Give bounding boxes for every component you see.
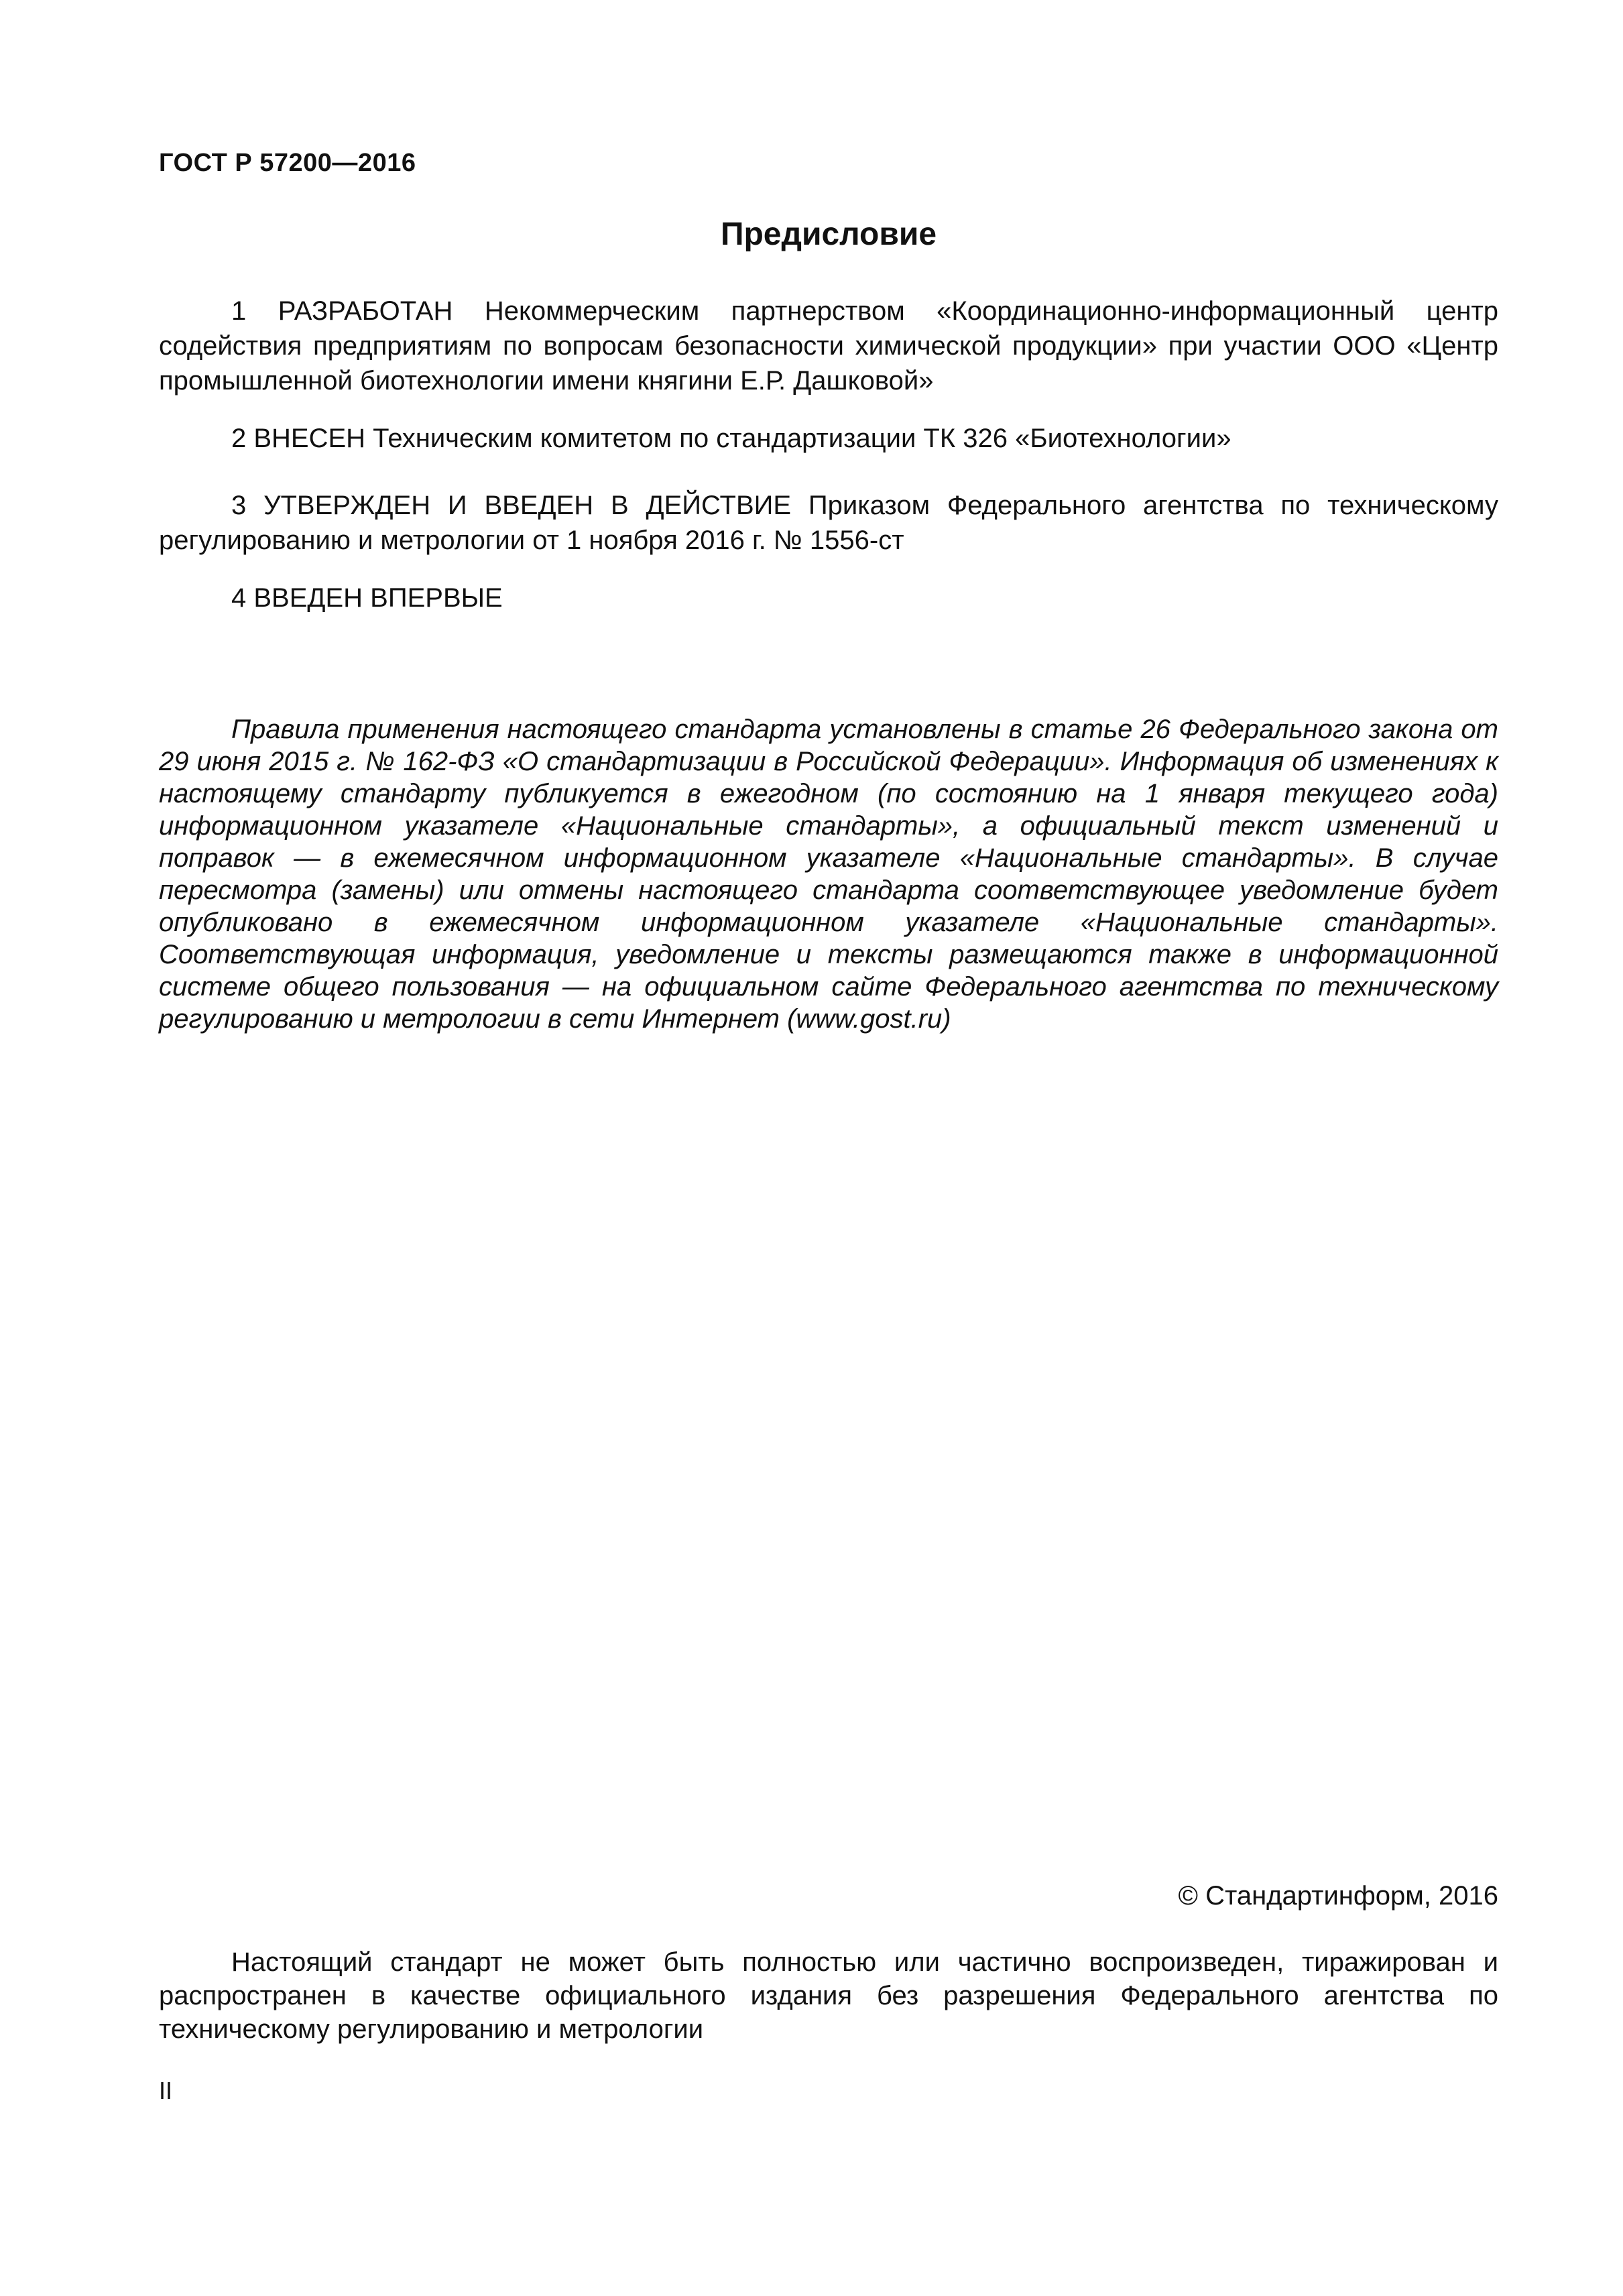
- document-code: ГОСТ Р 57200—2016: [159, 149, 416, 177]
- preface-item-introduced: 2 ВНЕСЕН Техническим комитетом по стандартизации ТК 326 «Биотехнологии»: [231, 424, 1231, 453]
- copyright-line: © Стандартинформ, 2016: [1178, 1881, 1498, 1911]
- page-number: II: [159, 2077, 173, 2104]
- preface-item-first-introduced: 4 ВВЕДЕН ВПЕРВЫЕ: [231, 583, 503, 613]
- preface-title: Предисловие: [720, 217, 937, 252]
- preface-item-approved: 3 УТВЕРЖДЕН И ВВЕДЕН В ДЕЙСТВИЕ Приказом Федерального агентства по техническому регулированию и метрологии от 1 ноября 2016 г. № 1556-ст: [159, 491, 1498, 555]
- preface-item-developed: 1 РАЗРАБОТАН Некоммерческим партнерством «Координационно-информационный центр содействия предприятиям по вопросам безопасности химической продукции» при участии ООО «Центр промышленной биотехнологии имени княгини Е.Р. Дашковой»: [159, 296, 1498, 396]
- application-rules-notice: Правила применения настоящего стандарта установлены в статье 26 Федерального закона от 29 июня 2015 г. № 162-ФЗ «О стандартизации в Российской Федерации». Информация об изменениях к настоящему стандарту публикуется в ежегодном (по состоянию на 1 января текущего года) информационном указателе «Национальные стандарты», а официальный текст изменений и поправок — в ежемесячном информационном указателе «Национальные стандарты». В случае пересмотра (замены) или отмены настоящего стандарта соответствующее уведомление будет опубликовано в ежемесячном информационном указателе «Национальные стандарты». Соответствующая информация, уведомление и тексты размещаются также в информационной системе общего пользования — на официальном сайте Федерального агентства по техническому регулированию и метрологии в сети Интернет (www.gost.ru): [159, 715, 1498, 1034]
- reprint-restriction-notice: Настоящий стандарт не может быть полностью или частично воспроизведен, тиражирован и распространен в качестве официального издания без разрешения Федерального агентства по техническому регулированию и метрологии: [159, 1947, 1498, 2044]
